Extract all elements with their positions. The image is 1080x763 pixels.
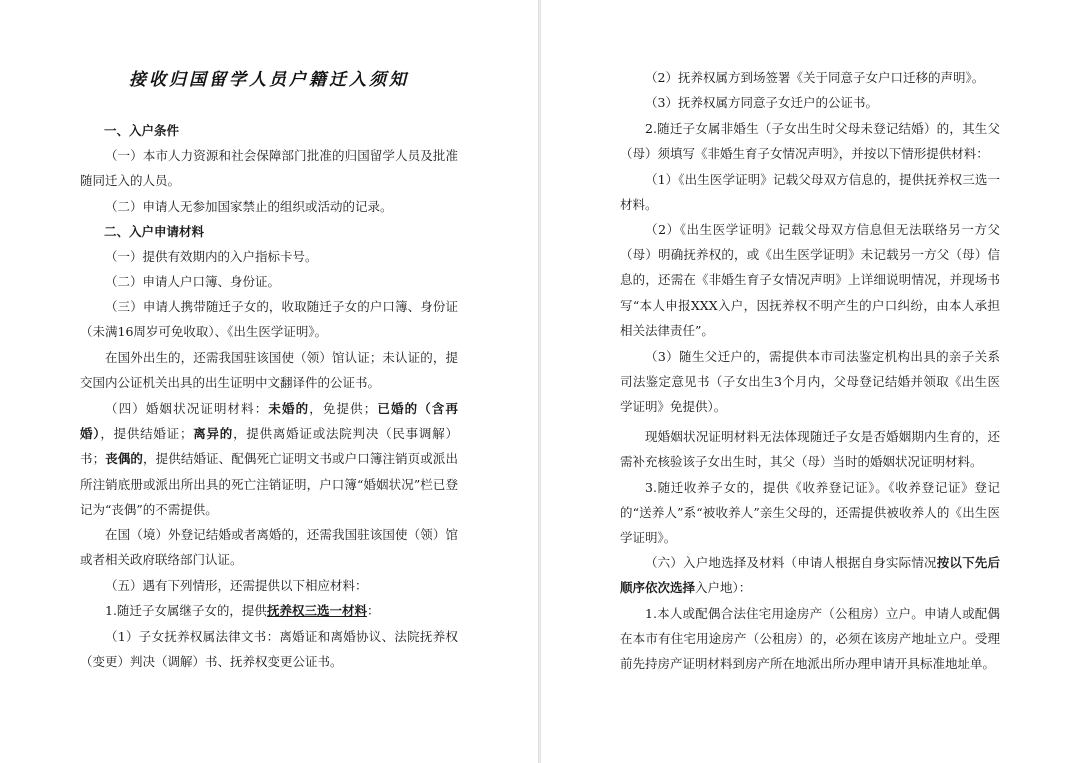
divorced-emphasis: 离异的	[192, 426, 234, 442]
condition-paragraph-2: （二）申请人无参加国家禁止的组织或活动的记录。	[105, 199, 393, 214]
residence-selection-paragraph	[620, 550, 1000, 600]
right-page	[541, 0, 1080, 763]
widowed-emphasis: 丧偶的	[105, 451, 144, 467]
residence-order-emphasis: 按以下先后顺序依次选择	[620, 555, 1000, 596]
divorced-text: ，提供离婚证或法院判决（民事调解）书；	[80, 426, 458, 467]
document-title: 接收归国留学人员户籍迁入须知	[129, 70, 409, 90]
stepchild-lead: 1.随迁子女属继子女的，提供	[105, 603, 267, 618]
unmarried-emphasis: 未婚的	[268, 401, 310, 416]
residence-option-1: 1.本人或配偶合法住宅用途房产（公租房）立户。申请人或配偶在本市有住宅用途房产（公租房）的，必须在该房产地址立户。受理前先持房产证明材料到房产所在地派出所办理申请开具标准地址单。	[620, 606, 1000, 672]
married-text: ，提供结婚证；	[100, 426, 193, 442]
married-emphasis: 已婚的（含再婚）	[80, 401, 458, 442]
materials-paragraph-6: 在国（境）外登记结婚或者离婚的，还需我国驻该国使（领）馆或者相关政府联络部门认证。	[80, 527, 458, 568]
nonmarital-case-2: （2）《出生医学证明》记载父母双方信息但无法联络另一方父（母）明确抚养权的，或《出生医学证明》未记载另一方父（母）信息的，还需在《非婚生育子女情况声明》上详细说明情况，并现场书写“本人申报XXX入户，因抚养权不明产生的户口纠纷，由本人承担相关法律责任”。	[620, 222, 1000, 338]
materials-paragraph-9: （1）子女抚养权属法律文书：离婚证和离婚协议、法院抚养权（变更）判决（调解）书、抚养权变更公证书。	[80, 629, 458, 670]
custody-option-3: （3）抚养权属方同意子女迁户的公证书。	[645, 95, 878, 110]
marriage-status-paragraph	[80, 396, 458, 522]
marriage-verification-paragraph: 现婚姻状况证明材料无法体现随迁子女是否婚姻期内生育的，还需补充核验该子女出生时，其父（母）当时的婚姻状况证明材料。	[620, 429, 1000, 470]
nonmarital-child-paragraph: 2.随迁子女属非婚生（子女出生时父母未登记结婚）的，其生父（母）须填写《非婚生育子女情况声明》，并按以下情形提供材料：	[620, 121, 1000, 162]
materials-paragraph-2: （二）申请人户口簿、身份证。	[105, 274, 281, 289]
unmarried-text: ，免提供；	[309, 401, 377, 416]
residence-lead: （六）入户地选择及材料（申请人根据自身实际情况	[645, 555, 937, 570]
materials-paragraph-4: 在国外出生的，还需我国驻该国使（领）馆认证；未认证的，提交国内公证机关出具的出生证明中文翻译件的公证书。	[80, 350, 458, 391]
custody-three-options-emphasis: 抚养权三选一材料	[266, 603, 367, 618]
widowed-text: ，提供结婚证、配偶死亡证明文书或户口簿注销页或派出所注销底册或派出所出具的死亡注销证明，户口簿“婚姻状况”栏已登记为“丧偶”的不需提供。	[80, 451, 458, 517]
nonmarital-case-3: （3）随生父迁户的，需提供本市司法鉴定机构出具的亲子关系司法鉴定意见书（子女出生3个月内，父母登记结婚并领取《出生医学证明》免提供）。	[620, 349, 1000, 415]
materials-paragraph-1: （一）提供有效期内的入户指标卡号。	[105, 249, 318, 264]
custody-option-2: （2）抚养权属方到场签署《关于同意子女户口迁移的声明》。	[645, 70, 985, 85]
adopted-child-paragraph: 3.随迁收养子女的，提供《收养登记证》。《收养登记证》登记的“送养人”系“被收养人”亲生父母的，还需提供被收养人的《出生医学证明》。	[620, 480, 1000, 546]
residence-tail: 入户地）：	[695, 580, 752, 596]
materials-paragraph-3: （三）申请人携带随迁子女的，收取随迁子女的户口簿、身份证（未满16周岁可免收取）、《出生医学证明》。	[80, 299, 458, 340]
stepchild-paragraph	[80, 598, 458, 623]
left-page	[0, 0, 538, 763]
marriage-lead: （四）婚姻状况证明材料：	[105, 401, 269, 416]
materials-paragraph-7: （五）遇有下列情形，还需提供以下相应材料：	[105, 578, 368, 593]
nonmarital-case-1: （1）《出生医学证明》记载父母双方信息的，提供抚养权三选一材料。	[620, 172, 1000, 213]
section-heading-conditions: 一、入户条件	[104, 123, 180, 138]
stepchild-colon: ：	[366, 603, 380, 618]
condition-paragraph-1: （一）本市人力资源和社会保障部门批准的归国留学人员及批准随同迁入的人员。	[80, 148, 458, 189]
section-heading-materials: 二、入户申请材料	[104, 224, 205, 239]
